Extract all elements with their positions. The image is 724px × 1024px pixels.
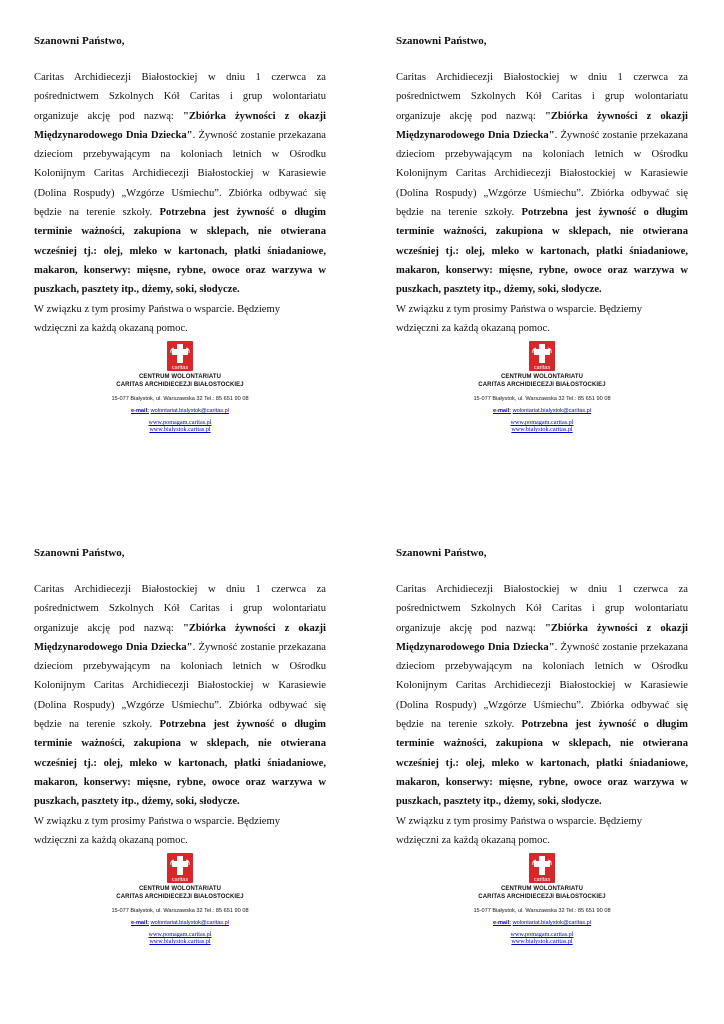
email-link[interactable]: wolontariat.bialystok@caritas.pl — [512, 920, 592, 927]
center-name-1: CENTRUM WOLONTARIATU — [138, 374, 222, 381]
body-text-2: . Żywność zostanie przekazana dzieciom przebywającym na koloniach letnich w Ośrodku Kolonijnym Caritas Archidiecezji Białostockiej w Karasiewie (Dolina Rospudy) „Wzgórze Uśmiechu”. Zbiórka odbywać się będzie na terenie szkoły. — [34, 641, 327, 731]
footer — [396, 853, 688, 945]
campaign-name: "Zbiórka żywności z okazji Międzynarodowego Dnia Dziecka" — [34, 622, 327, 653]
logo-text: caritas — [533, 365, 551, 372]
caritas-logo-icon — [529, 341, 555, 371]
letter-body — [396, 580, 688, 812]
flyer-bottom-left — [34, 546, 326, 945]
email-label: e-mail: — [492, 920, 512, 927]
footer — [396, 341, 688, 433]
email-link[interactable]: wolontariat.bialystok@caritas.pl — [512, 408, 592, 415]
needed-items: Potrzebna jest żywność o długim terminie ważności, zakupiona w sklepach, nie otwierana wcześniej tj.: olej, mleko w kartonach, płatki śniadaniowe, makaron, konserwy: mięsne, rybne, owoce oraz warzywa w puszkach, pasztety itp., dżemy, soki, słodycze. — [34, 719, 326, 808]
logo-text: caritas — [171, 365, 189, 372]
footer — [34, 853, 326, 945]
closing-line-1: W związku z tym prosimy Państwa o wsparcie. Będziemy — [396, 303, 643, 315]
letter-body — [396, 68, 688, 300]
body-text-2: . Żywność zostanie przekazana dzieciom przebywającym na koloniach letnich w Ośrodku Kolonijnym Caritas Archidiecezji Białostockiej w Karasiewie (Dolina Rospudy) „Wzgórze Uśmiechu”. Zbiórka odbywać się będzie na terenie szkoły. — [396, 129, 689, 219]
flyer-bottom-right — [396, 546, 688, 945]
email-label: e-mail: — [130, 408, 150, 415]
closing-line-1: W związku z tym prosimy Państwa o wsparcie. Będziemy — [34, 303, 281, 315]
website-link-2[interactable]: www.bialystok.caritas.pl — [149, 938, 211, 946]
email-line — [396, 407, 688, 415]
caritas-logo-icon — [167, 853, 193, 883]
caritas-logo-icon — [529, 853, 555, 883]
email-line — [34, 919, 326, 927]
center-name-1: CENTRUM WOLONTARIATU — [500, 886, 584, 893]
center-name-1: CENTRUM WOLONTARIATU — [500, 374, 584, 381]
greeting: Szanowni Państwo, — [34, 35, 125, 47]
letter-body — [34, 580, 326, 812]
email-link[interactable]: wolontariat.bialystok@caritas.pl — [150, 408, 230, 415]
body-text-1: Caritas Archidiecezji Białostockiej w dniu 1 czerwca za pośrednictwem Szkolnych Kół Caritas i grup wolontariatu organizuje akcję pod nazwą: — [396, 72, 688, 122]
address: 15-077 Białystok, ul. Warszawska 32 Tel.: 85 651 90 08 — [473, 396, 611, 403]
body-text-1: Caritas Archidiecezji Białostockiej w dniu 1 czerwca za pośrednictwem Szkolnych Kół Caritas i grup wolontariatu organizuje akcję pod nazwą: — [396, 584, 688, 634]
body-text-1: Caritas Archidiecezji Białostockiej w dniu 1 czerwca za pośrednictwem Szkolnych Kół Caritas i grup wolontariatu organizuje akcję pod nazwą: — [34, 584, 326, 634]
campaign-name: "Zbiórka żywności z okazji Międzynarodowego Dnia Dziecka" — [396, 110, 689, 141]
email-label: e-mail: — [492, 408, 512, 415]
caritas-logo-icon — [167, 341, 193, 371]
body-text-2: . Żywność zostanie przekazana dzieciom przebywającym na koloniach letnich w Ośrodku Kolonijnym Caritas Archidiecezji Białostockiej w Karasiewie (Dolina Rospudy) „Wzgórze Uśmiechu”. Zbiórka odbywać się będzie na terenie szkoły. — [396, 641, 689, 731]
website-link-2[interactable]: www.bialystok.caritas.pl — [511, 938, 573, 946]
needed-items: Potrzebna jest żywność o długim terminie ważności, zakupiona w sklepach, nie otwierana wcześniej tj.: olej, mleko w kartonach, płatki śniadaniowe, makaron, konserwy: mięsne, rybne, owoce oraz warzywa w puszkach, pasztety itp., dżemy, soki, słodycze. — [396, 207, 688, 296]
logo-text: caritas — [533, 877, 551, 884]
email-line — [396, 919, 688, 927]
closing-line-2: wdzięczni za każdą okazaną pomoc. — [396, 834, 550, 846]
website-link-1[interactable]: www.pomagam.caritas.pl — [510, 931, 574, 939]
address: 15-077 Białystok, ul. Warszawska 32 Tel.: 85 651 90 08 — [473, 908, 611, 915]
website-link-2[interactable]: www.bialystok.caritas.pl — [511, 426, 573, 434]
body-text-1: Caritas Archidiecezji Białostockiej w dniu 1 czerwca za pośrednictwem Szkolnych Kół Caritas i grup wolontariatu organizuje akcję pod nazwą: — [34, 72, 326, 122]
center-name-2: CARITAS ARCHIDIECEZJI BIAŁOSTOCKIEJ — [478, 894, 606, 901]
closing-line-2: wdzięczni za każdą okazaną pomoc. — [34, 834, 188, 846]
flyer-top-right — [396, 34, 688, 433]
closing-line-2: wdzięczni za każdą okazaną pomoc. — [34, 322, 188, 334]
website-link-1[interactable]: www.pomagam.caritas.pl — [148, 931, 212, 939]
closing-line-1: W związku z tym prosimy Państwa o wsparcie. Będziemy — [34, 815, 281, 827]
campaign-name: "Zbiórka żywności z okazji Międzynarodowego Dnia Dziecka" — [396, 622, 689, 653]
center-name-2: CARITAS ARCHIDIECEZJI BIAŁOSTOCKIEJ — [478, 382, 606, 389]
email-label: e-mail: — [130, 920, 150, 927]
closing-line-1: W związku z tym prosimy Państwa o wsparcie. Będziemy — [396, 815, 643, 827]
greeting: Szanowni Państwo, — [34, 547, 125, 559]
closing-line-2: wdzięczni za każdą okazaną pomoc. — [396, 322, 550, 334]
needed-items: Potrzebna jest żywność o długim terminie ważności, zakupiona w sklepach, nie otwierana wcześniej tj.: olej, mleko w kartonach, płatki śniadaniowe, makaron, konserwy: mięsne, rybne, owoce oraz warzywa w puszkach, pasztety itp., dżemy, soki, słodycze. — [34, 207, 326, 296]
email-link[interactable]: wolontariat.bialystok@caritas.pl — [150, 920, 230, 927]
campaign-name: "Zbiórka żywności z okazji Międzynarodowego Dnia Dziecka" — [34, 110, 327, 141]
center-name-2: CARITAS ARCHIDIECEZJI BIAŁOSTOCKIEJ — [116, 894, 244, 901]
website-link-2[interactable]: www.bialystok.caritas.pl — [149, 426, 211, 434]
address: 15-077 Białystok, ul. Warszawska 32 Tel.: 85 651 90 08 — [111, 396, 249, 403]
center-name-2: CARITAS ARCHIDIECEZJI BIAŁOSTOCKIEJ — [116, 382, 244, 389]
body-text-2: . Żywność zostanie przekazana dzieciom przebywającym na koloniach letnich w Ośrodku Kolonijnym Caritas Archidiecezji Białostockiej w Karasiewie (Dolina Rospudy) „Wzgórze Uśmiechu”. Zbiórka odbywać się będzie na terenie szkoły. — [34, 129, 327, 219]
address: 15-077 Białystok, ul. Warszawska 32 Tel.: 85 651 90 08 — [111, 908, 249, 915]
footer — [34, 341, 326, 433]
logo-text: caritas — [171, 877, 189, 884]
needed-items: Potrzebna jest żywność o długim terminie ważności, zakupiona w sklepach, nie otwierana wcześniej tj.: olej, mleko w kartonach, płatki śniadaniowe, makaron, konserwy: mięsne, rybne, owoce oraz warzywa w puszkach, pasztety itp., dżemy, soki, słodycze. — [396, 719, 688, 808]
flyer-top-left — [34, 34, 326, 433]
letter-body — [34, 68, 326, 300]
greeting: Szanowni Państwo, — [396, 547, 487, 559]
center-name-1: CENTRUM WOLONTARIATU — [138, 886, 222, 893]
website-link-1[interactable]: www.pomagam.caritas.pl — [510, 419, 574, 427]
email-line — [34, 407, 326, 415]
website-link-1[interactable]: www.pomagam.caritas.pl — [148, 419, 212, 427]
greeting: Szanowni Państwo, — [396, 35, 487, 47]
